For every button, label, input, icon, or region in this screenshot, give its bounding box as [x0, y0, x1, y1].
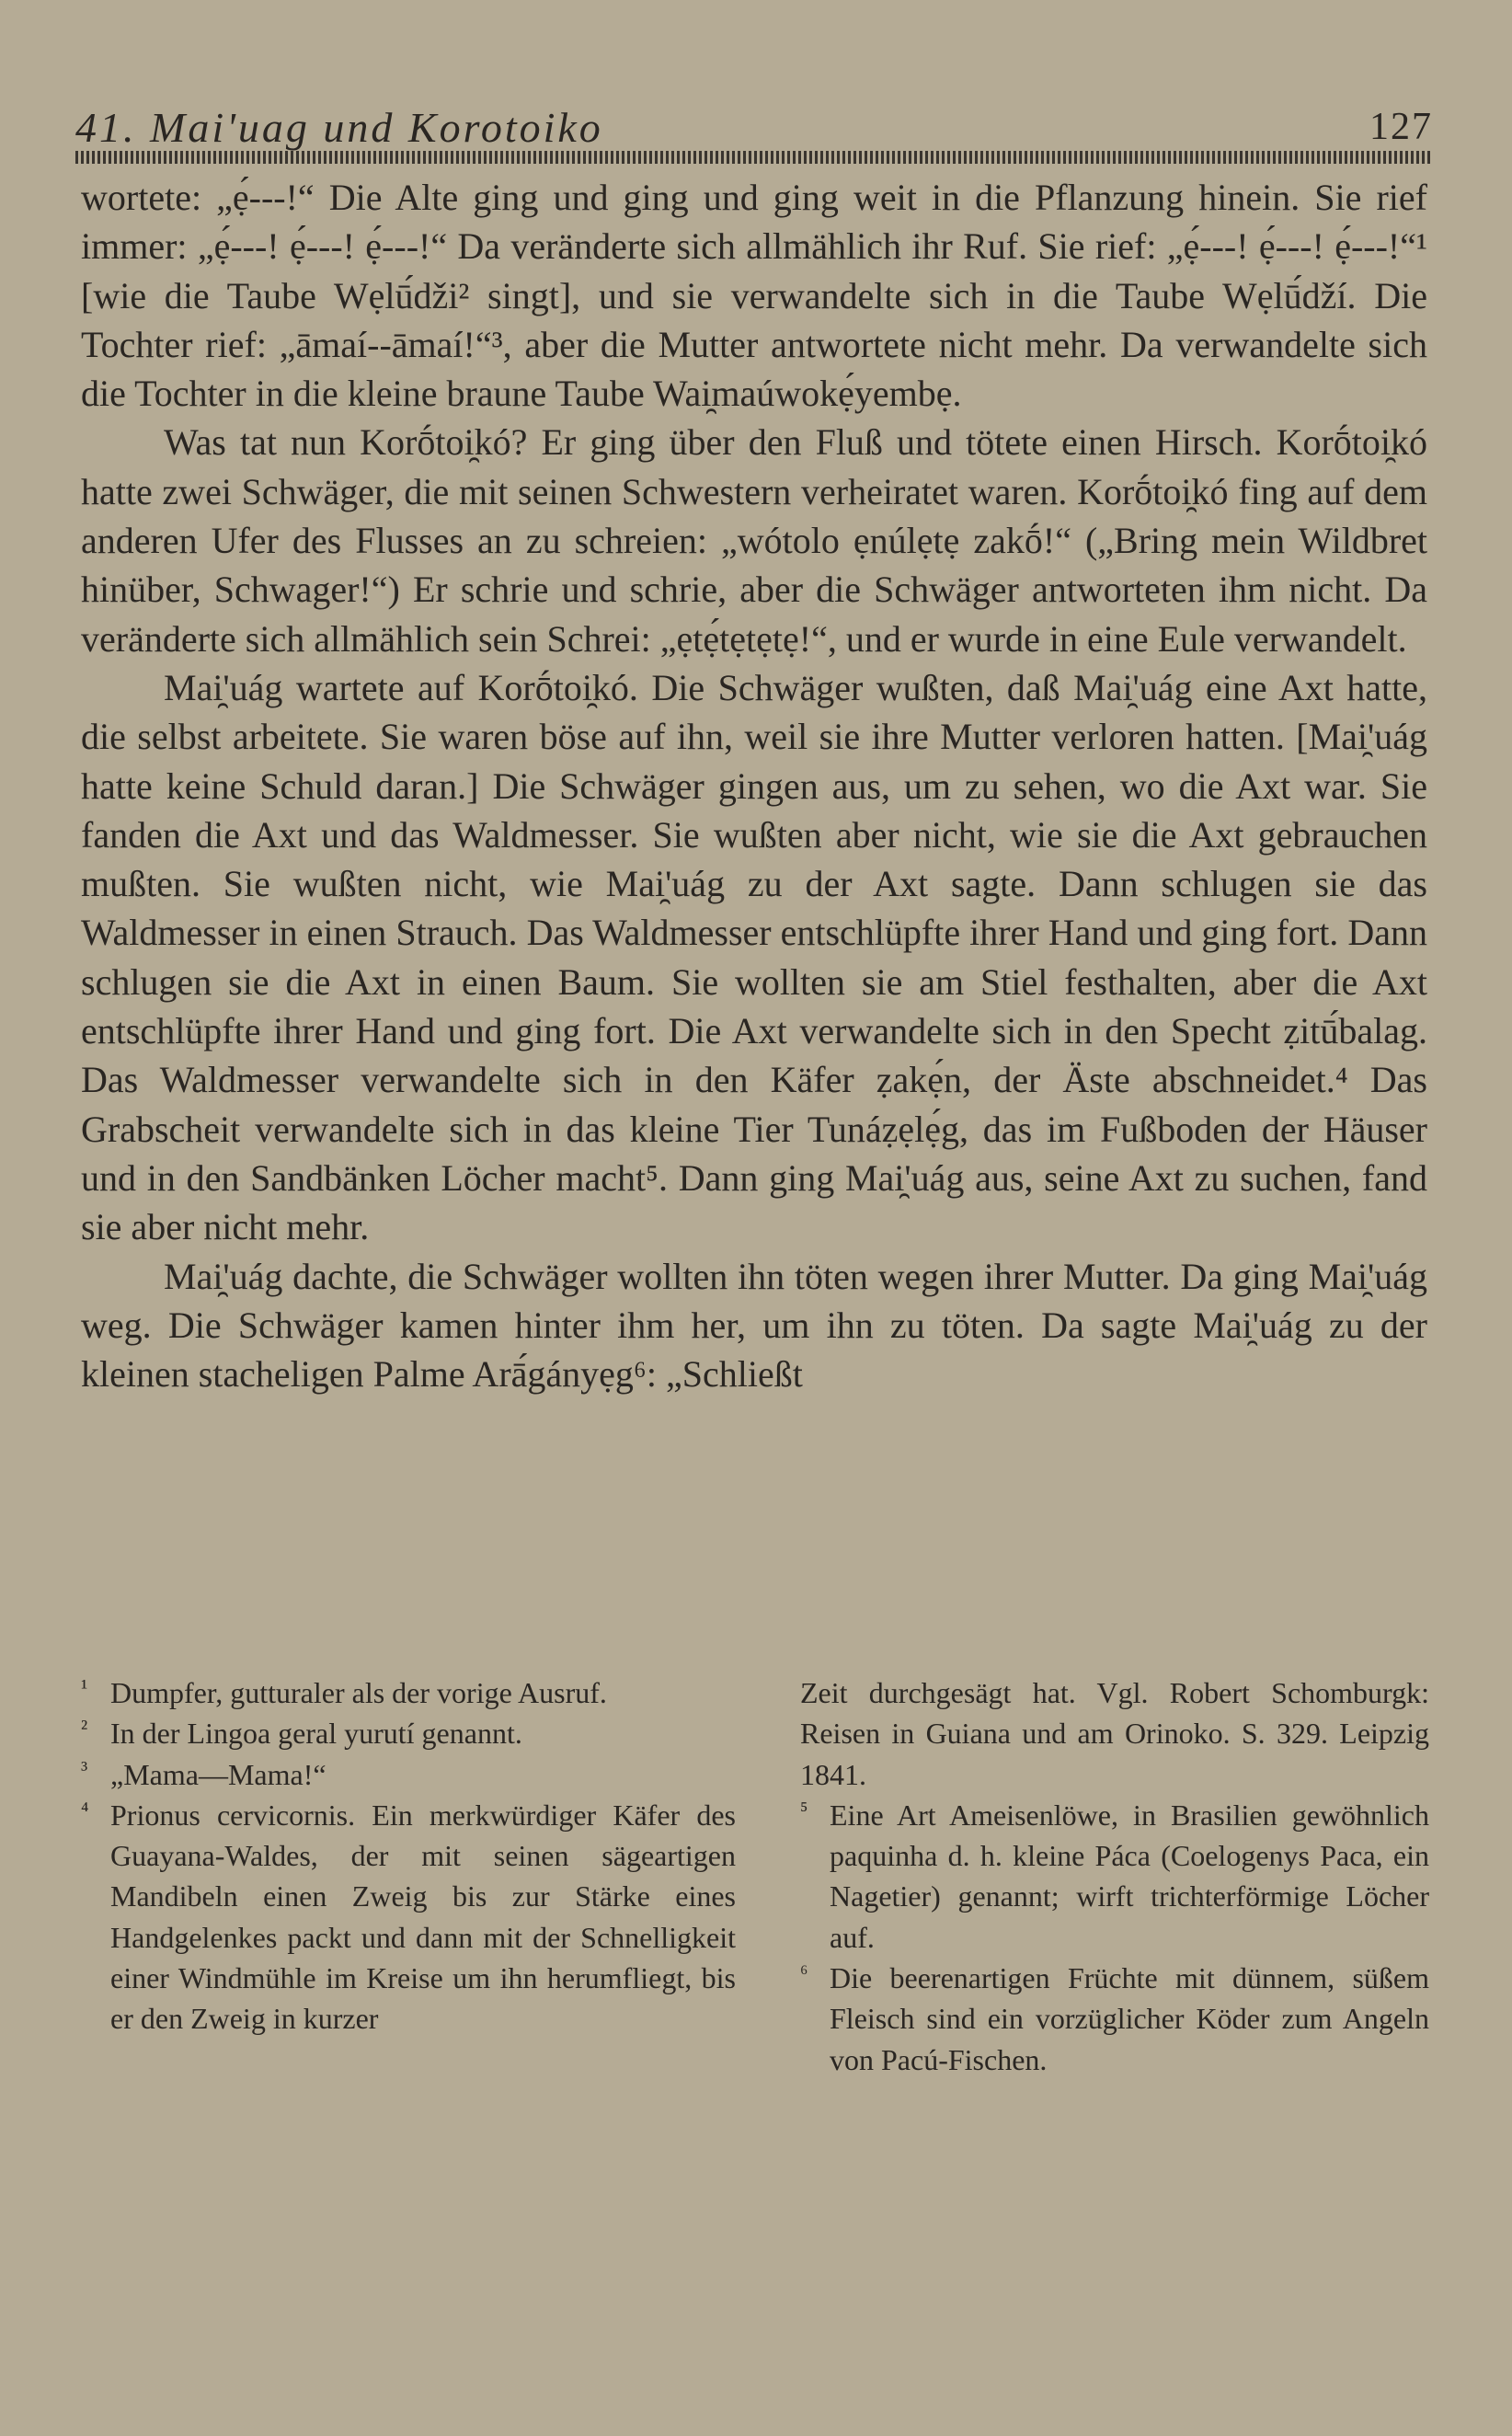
- footnote-text: Prionus cervicornis. Ein merkwürdiger Käfer des Guayana-Waldes, der mit seinen sägeartigen Mandibeln einen Zweig bis zur Stärke eines Handgelenkes packt und dann mit der Schnelligkeit einer Windmühle im Kreise um ihn herumfliegt, bis er den Zweig in kurzer: [110, 1798, 736, 2036]
- footnote-1: [81, 1672, 736, 1713]
- paragraph-1: wortete: „ẹ́---!“ Die Alte ging und ging und ging weit in die Pflanzung hinein. Sie rief immer: „ẹ́---! ẹ́---! ẹ́---!“ Da veränderte sich allmählich ihr Ruf. Sie rief: „ẹ́---! ẹ́---! ẹ́---!“¹ [wie die Taube Wẹlū́dži² singt], und sie verwandelte sich in die Taube Wẹlū́dží. Die Tochter rief: „āmaí--āmaí!“³, aber die Mutter antwortete nicht mehr. Da verwandelte sich die Tochter in die kleine braune Taube Wai̯maúwokẹ́yembẹ.: [81, 177, 1427, 415]
- page-number: 127: [1369, 106, 1433, 148]
- footnote-3: [81, 1754, 736, 1795]
- footnote-number: ⁶: [800, 1961, 808, 1986]
- footnote-4: [81, 1795, 736, 2040]
- footnote-text: Dumpfer, gutturaler als der vorige Ausruf.: [110, 1676, 607, 1709]
- footnote-number: ¹: [81, 1676, 88, 1700]
- footnote-number: ⁴: [81, 1798, 89, 1822]
- footnote-text: Die beerenartigen Früchte mit dünnem, süßem Fleisch sind ein vorzüglicher Köder zum Angeln von Pacú-Fischen.: [830, 1961, 1429, 2076]
- paragraph-4: Mai̯'uág dachte, die Schwäger wollten ihn töten wegen ihrer Mutter. Da ging Mai̯'uág weg. Die Schwäger kamen hinter ihm her, um ihn zu töten. Da sagte Mai̯'uág zu der kleinen stacheligen Palme Arā́gányẹg⁶: „Schließt: [81, 1255, 1427, 1396]
- footnote-number: ²: [81, 1717, 88, 1741]
- footnote-6: [800, 1958, 1429, 2080]
- paragraph-2: Was tat nun Korṓtoi̯kó? Er ging über den Fluß und tötete einen Hirsch. Korṓtoi̯kó hatte zwei Schwäger, die mit seinen Schwestern verheiratet waren. Korṓtoi̯kó fing auf dem anderen Ufer des Flusses an zu schreien: „wótolo ẹnúlẹtẹ zakṓ!“ („Bring mein Wildbret hinüber, Schwager!“) Er schrie und schrie, aber die Schwäger antworteten ihm nicht. Da veränderte sich allmählich sein Schrei: „ẹtẹ́tẹtẹtẹ!“, und er wurde in eine Eule verwandelt.: [81, 421, 1427, 660]
- footnote-5: [800, 1795, 1429, 1958]
- footnotes-right-column: [800, 1672, 1429, 2080]
- footnote-number: ³: [81, 1757, 88, 1782]
- header-rule: [75, 151, 1433, 164]
- running-header: [75, 103, 1433, 149]
- footnote-4-continuation: Zeit durchgesägt hat. Vgl. Robert Schomburgk: Reisen in Guiana und am Orinoko. S. 329. Leipzig 1841.: [800, 1676, 1429, 1791]
- footnote-2: [81, 1713, 736, 1753]
- footnote-number: ⁵: [800, 1798, 808, 1822]
- chapter-title: 41. Mai'uag und Korotoiko: [75, 104, 603, 151]
- footnote-text: „Mama—Mama!“: [110, 1757, 326, 1791]
- footnote-text: In der Lingoa geral yurutí genannt.: [110, 1717, 522, 1751]
- footnotes-left-column: [81, 1672, 736, 2040]
- footnote-text: Eine Art Ameisenlöwe, in Brasilien gewöhnlich paquinha d. h. kleine Páca (Coelogenys Paca, ein Nagetier) genannt; wirft trichterförmige Löcher auf.: [830, 1798, 1429, 1954]
- main-text: [81, 173, 1427, 1398]
- paragraph-3: Mai̯'uág wartete auf Korṓtoi̯kó. Die Schwäger wußten, daß Mai̯'uág eine Axt hatte, die selbst arbeitete. Sie waren böse auf ihn, weil sie ihre Mutter verloren hatten. [Mai̯'uág hatte keine Schuld daran.] Die Schwäger gingen aus, um zu sehen, wo die Axt war. Sie fanden die Axt und das Waldmesser. Sie wußten aber nicht, wie sie die Axt gebrauchen mußten. Sie wußten nicht, wie Mai̯'uág zu der Axt sagte. Dann schlugen sie das Waldmesser in einen Strauch. Das Waldmesser entschlüpfte ihrer Hand und ging fort. Dann schlugen sie die Axt in einen Baum. Sie wollten sie am Stiel festhalten, aber die Axt entschlüpfte ihrer Hand und ging fort. Die Axt verwandelte sich in den Specht ẓitū́balag. Das Waldmesser verwandelte sich in den Käfer ẓakẹ́n, der Äste abschneidet.⁴ Das Grabscheit verwandelte sich in das kleine Tier Tunáẓẹlẹ́g, das im Fußboden der Häuser und in den Sandbänken Löcher macht⁵. Dann ging Mai̯'uág aus, seine Axt zu suchen, fand sie aber nicht mehr.: [81, 666, 1427, 1248]
